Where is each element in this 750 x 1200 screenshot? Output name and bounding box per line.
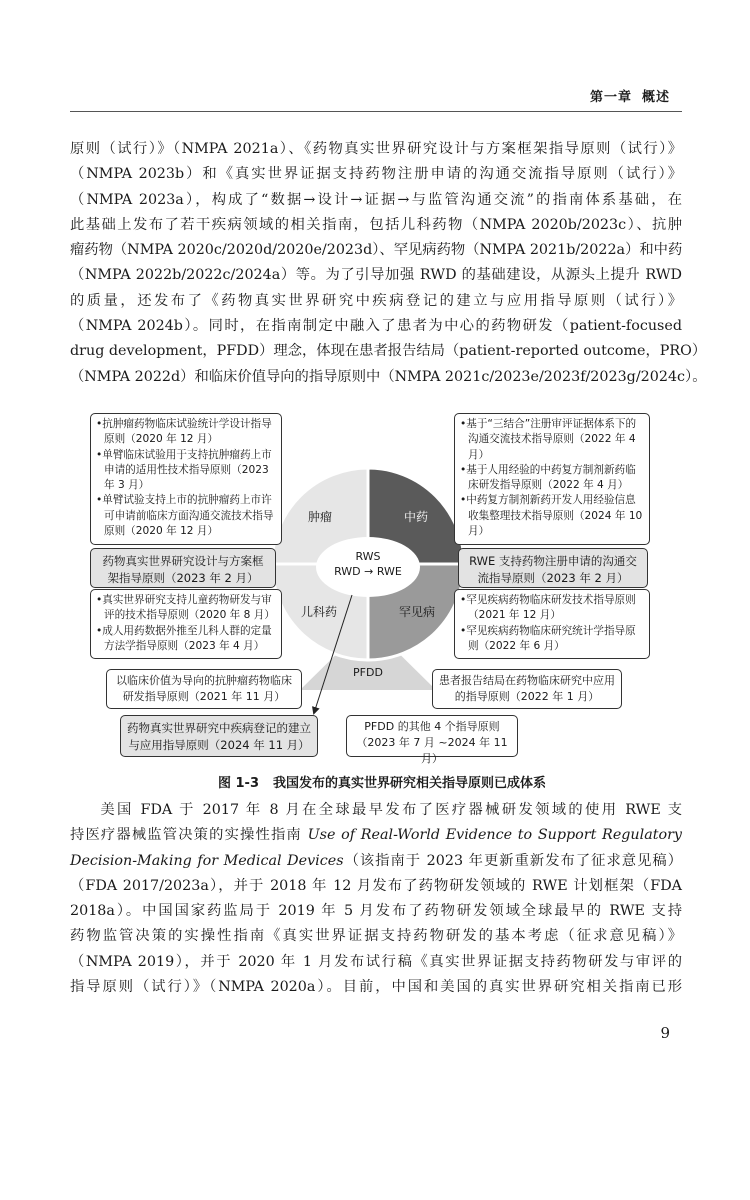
text-line: （NMPA 2023b）和《真实世界证据支持药物注册申请的沟通交流指导原则（试行）》: [70, 166, 682, 183]
text-line: [70, 849, 682, 874]
tumor-guidelines-box: [90, 413, 282, 545]
text-line: （NMPA 2022d）和临床价值导向的指导原则中（NMPA 2021c/2023e/2023f/2023g/2024c）。: [70, 368, 707, 385]
chapter-title: 概述: [641, 90, 670, 105]
segment-label-pediatric: 儿科药: [300, 605, 337, 619]
page-number: 9: [660, 1024, 670, 1042]
figure-title: 我国发布的真实世界研究相关指导原则已成体系: [273, 776, 547, 791]
disease-registry-box: 药物真实世界研究中疾病登记的建立与应用指导原则（2024 年 11 月）: [120, 715, 318, 757]
pediatric-guidelines-box: [90, 589, 282, 659]
guideline-system-figure: [70, 407, 682, 767]
text-line: （NMPA 2022b/2022c/2024a）等。为了引导加强 RWD 的基础建设，从源头上提升 RWD: [70, 267, 682, 284]
clinical-value-box: 以临床价值为导向的抗肿瘤药物临床研发指导原则（2021 年 11 月）: [106, 669, 302, 709]
list-item: •成人用药数据外推至儿科人群的定量方法学指导原则（2023 年 4 月）: [96, 624, 272, 652]
list-item: •单臂临床试验用于支持抗肿瘤药上市申请的适用性技术指导原则（2023 年 3 月）: [96, 448, 272, 492]
chapter-number: 第一章: [589, 90, 632, 105]
segment-label-rare: 罕见病: [398, 605, 435, 619]
list-item: •基于“三结合”注册审评证据体系下的沟通交流技术指导原则（2022 年 4 月）: [460, 418, 637, 461]
list-item: •抗肿瘤药物临床试验统计学设计指导原则（2020 年 12 月）: [96, 418, 272, 446]
list-item: •单臂试验支持上市的抗肿瘤药上市许可申请前临床方面沟通交流技术指导原则（2020 年 12 月）: [96, 494, 274, 538]
text-line: [70, 823, 682, 848]
text-line: drug development，PFDD）理念，体现在患者报告结局（patient-reported outcome，PRO）: [70, 343, 707, 360]
text-line: 瘤药物（NMPA 2020c/2020d/2020e/2023d）、罕见病药物（NMPA 2021b/2022a）和中药: [70, 242, 683, 259]
text-line: （NMPA 2019），并于 2020 年 1 月发布试行稿《真实世界证据支持药物研发与审评的: [70, 953, 682, 970]
text-line: 此基础上发布了若干疾病领域的相关指南，包括儿科药物（NMPA 2020b/2023c）、抗肿: [70, 216, 682, 233]
text-line: （FDA 2017/2023a），并于 2018 年 12 月发布了药物研发领域的 RWE 计划框架（FDA: [70, 877, 682, 894]
list-item: •罕见疾病药物临床研究统计学指导原则（2022 年 6 月）: [460, 624, 636, 652]
segment-label-tumor: 肿瘤: [307, 510, 332, 524]
paragraph-2: [70, 798, 682, 1000]
design-guideline-box: 药物真实世界研究设计与方案框架指导原则（2023 年 2 月）: [90, 548, 276, 588]
list-item: •基于人用经验的中药复方制剂新药临床研发指导原则（2022 年 4 月）: [460, 463, 636, 492]
list-item: •罕见疾病药物临床研发技术指导原则（2021 年 12 月）: [460, 594, 636, 622]
text-span: （该指南于 2023 年更新重新发布了征求意见稿）: [343, 852, 682, 869]
text-span: 美国 FDA 于 2017 年 8 月在全球最早发布了医疗器械研发领域的使用 RWE 支: [98, 802, 682, 818]
tcm-guidelines-box: [454, 413, 650, 545]
running-header: [580, 86, 670, 105]
text-span: 持医疗器械监管决策的实操性指南: [70, 827, 302, 844]
text-line: 药物监管决策的实操性指南《真实世界证据支持药物研发的基本考虑（征求意见稿）》: [70, 928, 682, 945]
text-line: 2018a）。中国国家药监局于 2019 年 5 月发布了药物研发领域全球最早的 RWE 支持: [70, 903, 682, 920]
list-item: •真实世界研究支持儿童药物研发与审评的技术指导原则（2020 年 8 月）: [96, 594, 275, 622]
rare-disease-guidelines-box: [454, 589, 650, 659]
text-line: 的质量，还发布了《药物真实世界研究中疾病登记的建立与应用指导原则（试行）》: [70, 292, 682, 309]
pro-guideline-box: 患者报告结局在药物临床研究中应用的指导原则（2022 年 1 月）: [432, 669, 622, 709]
figure-number: 图 1-3: [217, 776, 259, 791]
header-rule: [70, 111, 682, 112]
guideline-title-italic: Decision-Making for Medical Devices: [70, 852, 344, 869]
pfdd-other-box: PFDD 的其他 4 个指导原则（2023 年 7 月 ~2024 年 11 月）: [346, 715, 518, 757]
center-label-rws: RWS: [355, 550, 381, 563]
text-line: 指导原则（试行）》（NMPA 2020a）。目前，中国和美国的真实世界研究相关指南已形: [70, 979, 682, 996]
text-line: 原则（试行）》（NMPA 2021a）、《药物真实世界研究设计与方案框架指导原则（试行）》: [70, 141, 682, 157]
text-line: （NMPA 2024b）。同时，在指南制定中融入了患者为中心的药物研发（patient-focused: [70, 318, 682, 335]
rwe-communication-box: RWE 支持药物注册申请的沟通交流指导原则（2023 年 2 月）: [458, 548, 648, 588]
guideline-title-italic: Use of Real-World Evidence to Support Regulatory: [307, 827, 683, 844]
pfdd-label: PFDD: [353, 666, 383, 679]
text-line: [70, 798, 682, 823]
figure-caption: [0, 772, 750, 791]
paragraph-1: [70, 137, 707, 390]
segment-label-tcm: 中药: [403, 510, 428, 524]
text-line: （NMPA 2023a），构成了“数据→设计→证据→与监管沟通交流”的指南体系基础，在: [70, 191, 682, 208]
list-item: •中药复方制剂新药开发人用经验信息收集整理技术指导原则（2024 年 10 月）: [460, 494, 643, 538]
center-label-rwd-rwe: RWD → RWE: [334, 565, 402, 578]
center-label: [318, 549, 418, 579]
